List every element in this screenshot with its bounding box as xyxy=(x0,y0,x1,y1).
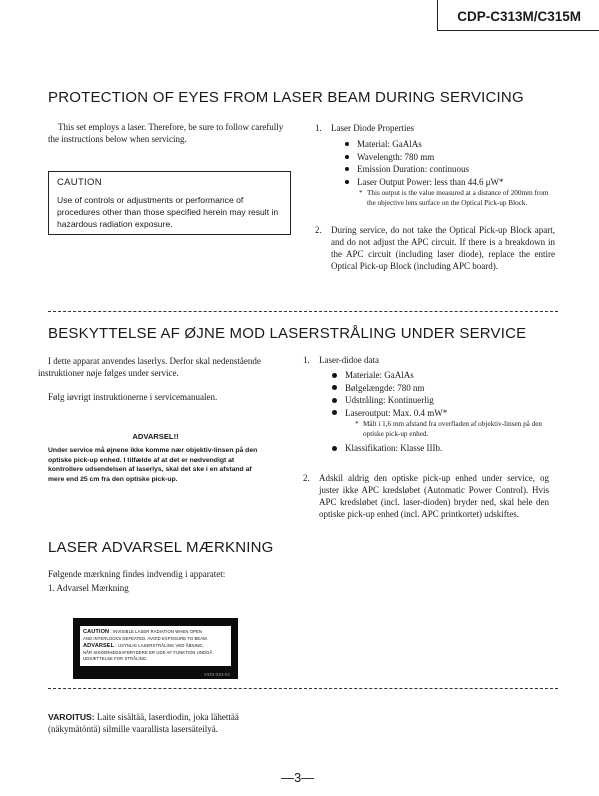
property-item: Laseroutput: Max. 0.4 mW* xyxy=(319,407,549,420)
finnish-warning-text2: (näkymätöntä) silmille vaarallista lasersäteilyä. xyxy=(48,724,218,734)
footnote-text: This output is the value measured at a distance of 200mm from the objective lens surface on the Optical Pick-up Block. xyxy=(367,189,549,207)
property-item: Bølgelængde: 780 nm xyxy=(319,382,549,395)
finnish-warning xyxy=(48,711,348,735)
section-title-label: LASER ADVARSEL MÆRKNING xyxy=(48,539,274,556)
footnote xyxy=(319,420,549,439)
property-item: Emission Duration: continuous xyxy=(331,163,555,176)
label-advarsel-line3: UDSÆTTELSE FOR STRÅLING. xyxy=(83,656,148,661)
label-caution-line2: AND INTERLOCKS DEFEATED. AVOID EXPOSURE TO BEAM. xyxy=(83,636,209,641)
list-item xyxy=(315,224,555,272)
item-number: 1. xyxy=(303,355,310,365)
advarsel-title: ADVARSEL!! xyxy=(132,432,179,441)
footnote-star: * xyxy=(355,420,359,428)
finnish-warning-text1: Laite sisältää, laserdiodin, joka lähettää xyxy=(96,712,239,722)
property-item: Materiale: GaAlAs xyxy=(319,369,549,382)
item-title: Laser-didoe data xyxy=(319,355,380,365)
caution-text: Use of controls or adjustments or performance of procedures other than those specified herein may result in hazardous radiation exposure. xyxy=(57,195,279,229)
label-intro: Følgende mærkning findes indvendig i apparatet: xyxy=(48,569,226,579)
finnish-warning-label: VAROITUS: xyxy=(48,712,95,722)
page-number: —3— xyxy=(281,770,315,785)
label-advarsel-text: : USYNLIG LASERSTRÅLING VED ÅBNING, xyxy=(115,643,204,648)
label-caution-head: CAUTION xyxy=(83,629,110,635)
item-label: Advarsel Mærkning xyxy=(56,583,129,593)
label-advarsel-line xyxy=(83,643,204,649)
warning-label-image xyxy=(73,618,238,679)
list-item xyxy=(303,354,549,455)
intro-da: I dette apparat anvendes laserlys. Derfor skal nedenstående instruktioner nøje følges under service. xyxy=(38,356,261,378)
caution-title: CAUTION xyxy=(57,177,102,188)
item-text: Adskil aldrig den optiske pick-up enhed under service, og juster ikke APC kredsløbet (Automatic Power Control). Hvis APC kredsløbet (incl. laser-dioden) bryder ned, skal hele den optiske pick-up enhed (incl. APC printkortet) udskiftes. xyxy=(319,472,549,519)
property-item: Wavelength: 780 mm xyxy=(331,151,555,164)
advarsel-text: Under service må øjnene ikke komme nær objektiv-linsen på den optiske pick-up enhed. I tilfælde af at det er nødvendigt at kontrollere udsendelsen af laserlys, skal det ske i en afstand af mere end 25 cm fra den optiske pick-up. xyxy=(48,447,258,483)
section-title-da: BESKYTTELSE AF ØJNE MOD LASERSTRÅLING UNDER SERVICE xyxy=(48,325,527,342)
label-advarsel-head: ADVARSEL xyxy=(83,643,115,649)
intro-en: This set employs a laser. Therefore, be sure to follow carefully the instructions below when servicing. xyxy=(48,122,284,144)
model-number: CDP-C313M/C315M xyxy=(457,9,581,24)
warning-label-panel xyxy=(80,626,231,666)
label-item xyxy=(48,582,248,594)
list-item xyxy=(315,122,555,208)
footnote-text: Målt i 1,6 mm afstand fra overfladen af objektiv-linsen på den optiske pick-up enhed. xyxy=(363,420,543,438)
item-number: 2. xyxy=(315,225,322,235)
property-list-extra xyxy=(319,442,549,455)
label-advarsel-line2: NÅR SIKKERHEDSAFBRYDERE ER UDE AF FUNKTION UNDGÅ xyxy=(83,650,213,655)
divider xyxy=(48,311,558,312)
caution-box xyxy=(48,171,291,235)
list-da xyxy=(303,354,549,520)
list-item xyxy=(303,472,549,520)
property-item: Klassifikation: Klasse IIIb. xyxy=(319,442,549,455)
section-title-en: PROTECTION OF EYES FROM LASER BEAM DURING SERVICING xyxy=(48,89,524,106)
item-number: 1. xyxy=(315,123,322,133)
item-number: 1. xyxy=(48,583,55,593)
list-en xyxy=(315,122,555,272)
divider xyxy=(48,688,558,689)
property-list xyxy=(331,138,555,188)
item-number: 2. xyxy=(303,472,310,483)
property-item: Laser Output Power: less than 44.6 μW* xyxy=(331,176,555,189)
label-caution-text: : INVISIBLE LASER RADIATION WHEN OPEN xyxy=(110,629,203,634)
property-list xyxy=(319,369,549,419)
footnote-star: * xyxy=(359,189,363,197)
footnote xyxy=(331,189,555,208)
label-code: 3-XXX-XXX-XX xyxy=(203,673,230,677)
item-title: Laser Diode Properties xyxy=(331,123,414,133)
property-item: Material: GaAlAs xyxy=(331,138,555,151)
item-text: During service, do not take the Optical Pick-up Block apart, and do not adjust the APC circuit. If there is a breakdown in the APC circuit (including laser diode), replace the entire Optical Pick-up Block (including APC board). xyxy=(331,225,555,271)
property-item: Udstråling: Kontinuerlig xyxy=(319,394,549,407)
manual-da: Følg iøvrigt instruktionerne i servicemanualen. xyxy=(48,392,218,402)
label-caution-line xyxy=(83,629,202,635)
